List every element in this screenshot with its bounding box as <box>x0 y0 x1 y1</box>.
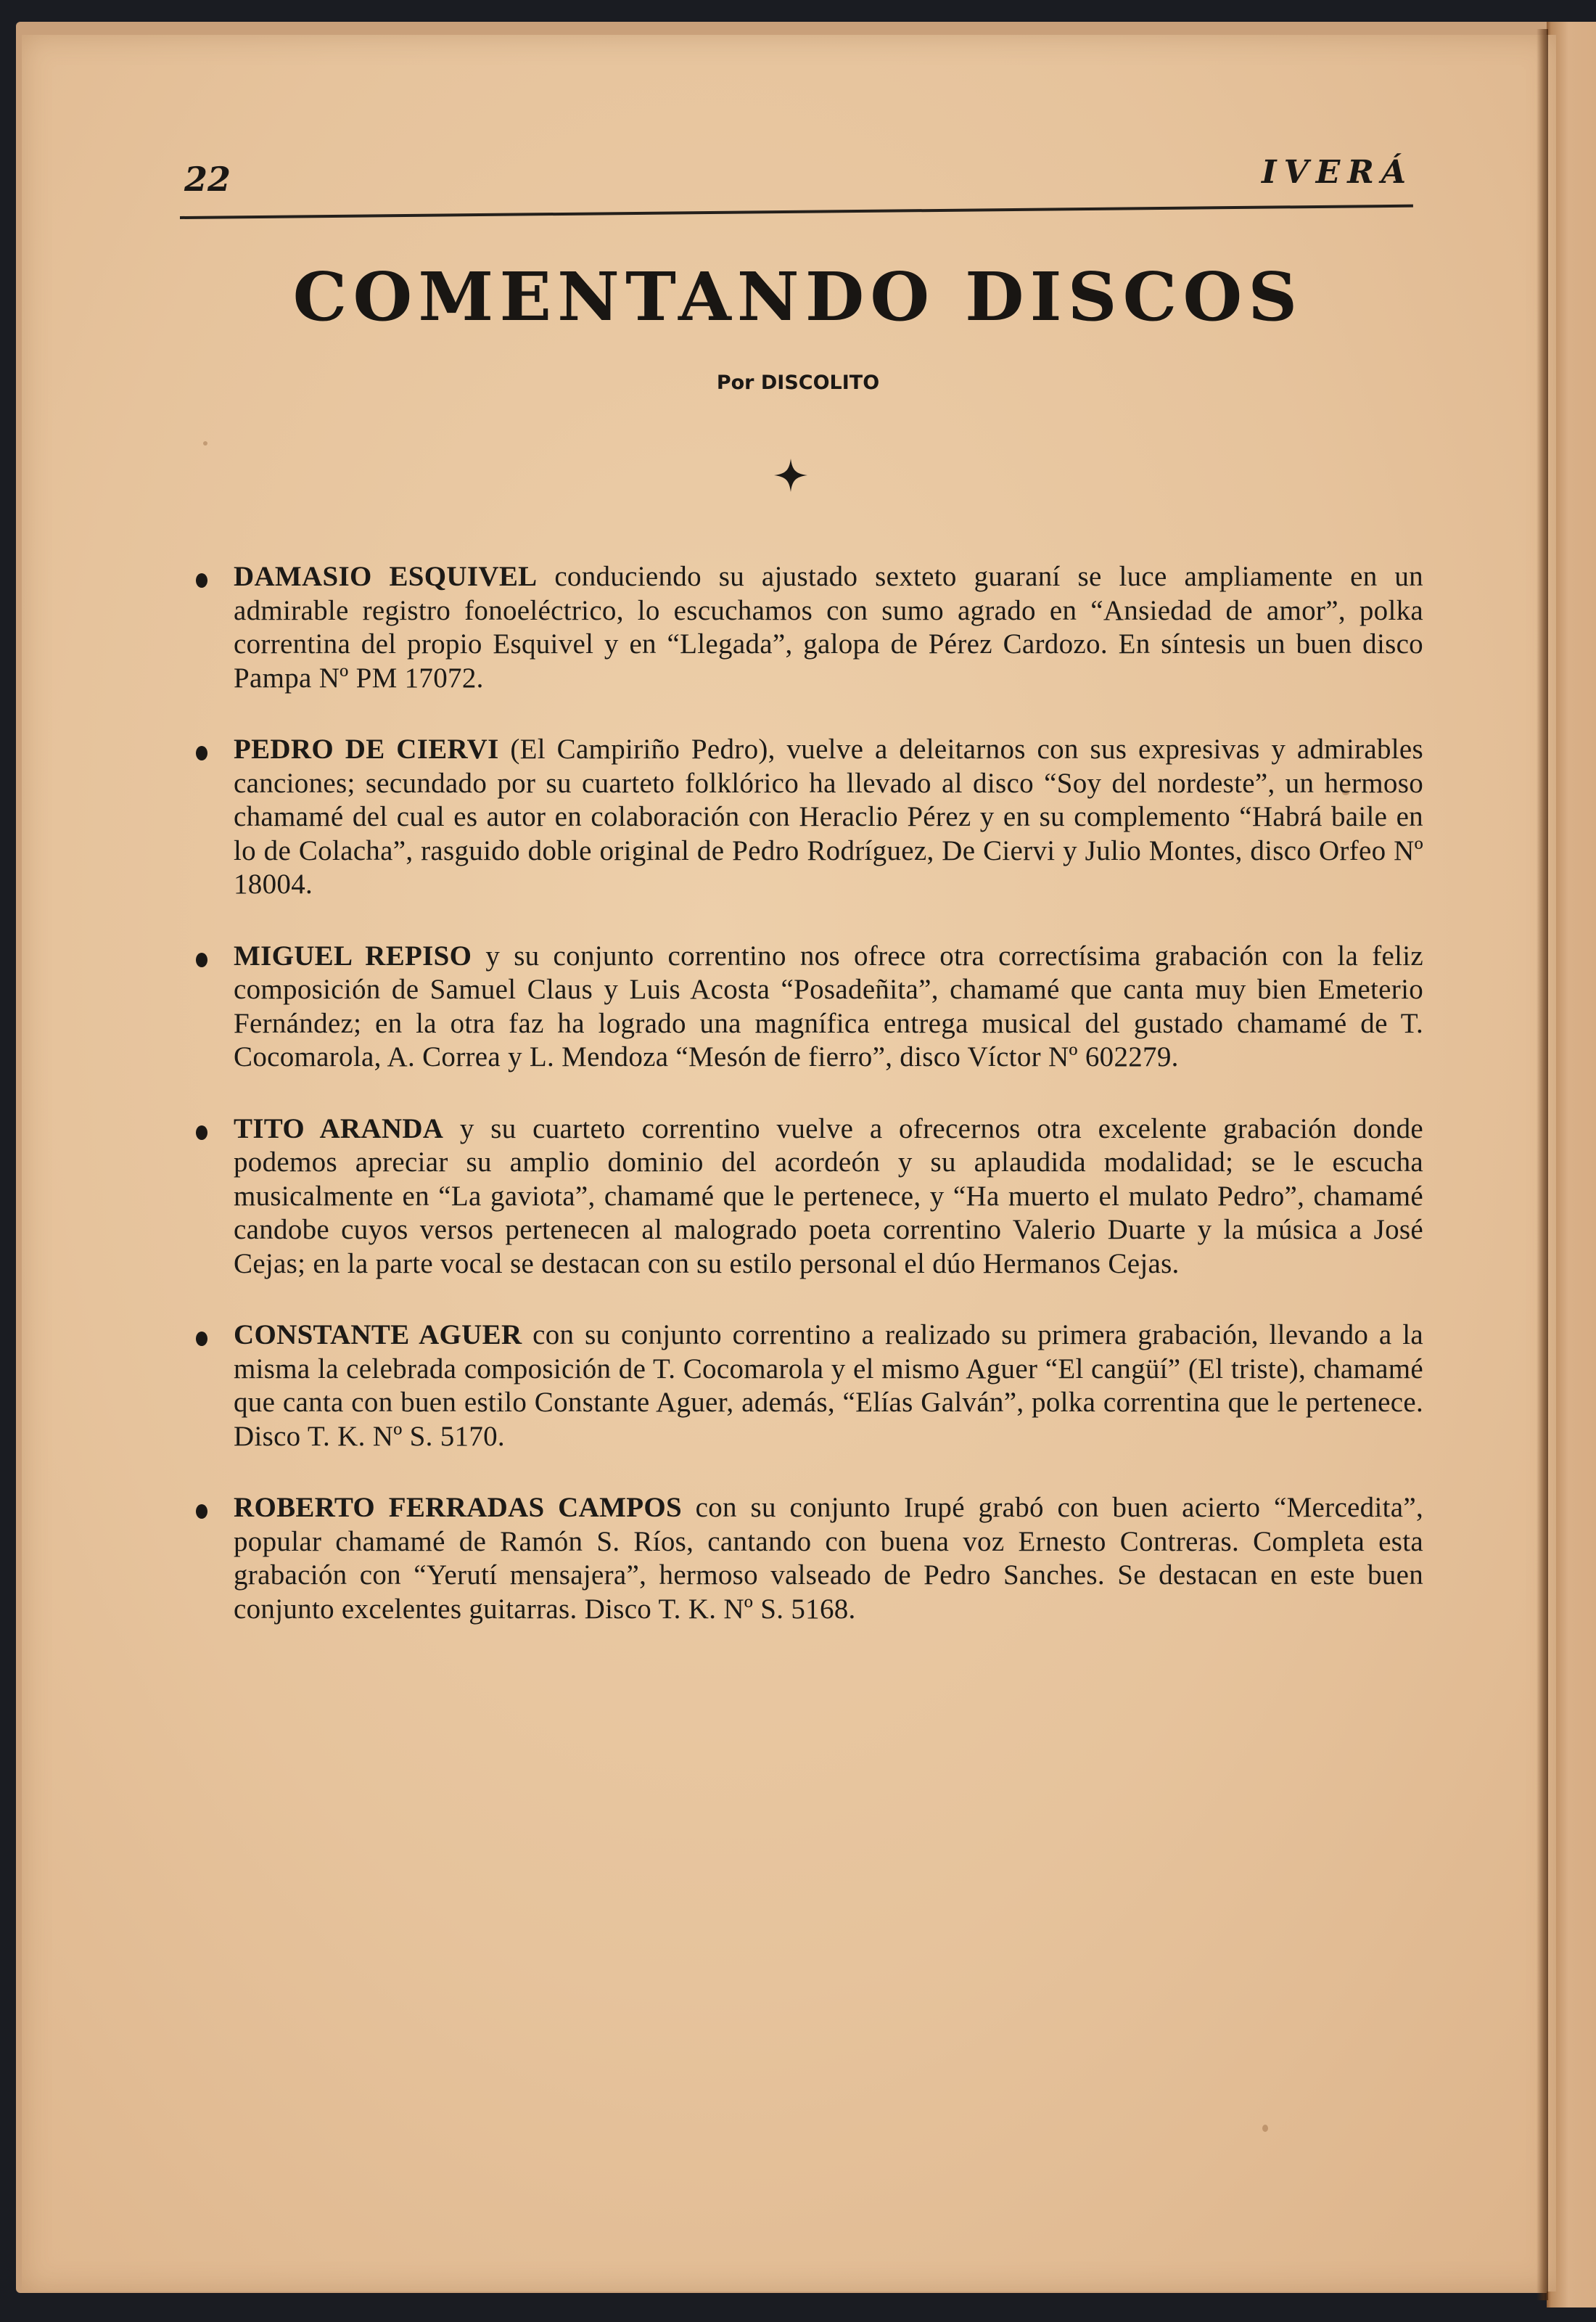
four-point-star-icon <box>773 457 809 493</box>
review-body: y su cuarteto correntino vuelve a ofrecernos otra excelente grabación donde podemos apreciar su amplio dominio del acordeón y su aplaudida modalidad; se le escucha musicalmente en “La gaviota”, chamamé que le pertenece, y “Ha muerto el mulato Pedro”, chamamé candobe cuyos versos pertenecen al malogrado poeta correntino Valerio Duarte y la música a José Cejas; en la parte vocal se destacan con su estilo personal el dúo Hermanos Cejas. <box>234 1112 1423 1279</box>
review-paragraph <box>234 1318 1423 1453</box>
gutter-shadow <box>1537 29 1548 2300</box>
review-paragraph <box>234 1491 1423 1626</box>
record-reviews-list <box>190 560 1423 1664</box>
bullet-icon <box>196 573 207 588</box>
review-body: conduciendo su ajustado sexteto guaraní se luce ampliamente en un admirable registro fonoeléctrico, lo escuchamos con sumo agrado en “Ansiedad de amor”, polka correntina del propio Esquivel y en “Llegada”, galopa de Pérez Cardozo. En síntesis un buen disco Pampa Nº PM 17072. <box>234 561 1423 694</box>
article-byline: Por DISCOLITO <box>716 372 880 394</box>
review-paragraph <box>234 733 1423 902</box>
review-paragraph <box>234 940 1423 1075</box>
bullet-icon <box>196 953 207 967</box>
artist-name: CONSTANTE AGUER <box>234 1319 522 1350</box>
review-paragraph <box>234 1112 1423 1281</box>
review-entry <box>190 560 1423 695</box>
running-header <box>180 152 1413 225</box>
review-body: con su conjunto correntino a realizado su primera grabación, llevando a la misma la celebrada composición de T. Cocomarola y el mismo Aguer “El cangüí” (El triste), chamamé que canta con buen estilo Constante Aguer, además, “Elías Galván”, polka correntina que le pertenece. Disco T. K. Nº S. 5170. <box>234 1319 1423 1452</box>
bullet-icon <box>196 1125 207 1140</box>
artist-name: PEDRO DE CIERVI <box>234 734 499 765</box>
paper-speck <box>203 441 207 446</box>
header-rule <box>180 205 1413 219</box>
bullet-icon <box>196 746 207 760</box>
review-paragraph <box>234 560 1423 695</box>
review-entry <box>190 1112 1423 1281</box>
bullet-icon <box>196 1504 207 1519</box>
review-entry <box>190 1491 1423 1626</box>
review-body: y su conjunto correntino nos ofrece otra correctísima grabación con la feliz composición de Samuel Claus y Luis Acosta “Posadeñita”, chamamé que canta muy bien Emeterio Fernández; en la otra faz ha logrado una magnífica entrega musical del gustado chamamé de T. Cocomarola, A. Correa y L. Mendoza “Mesón de fierro”, disco Víctor Nº 602279. <box>234 940 1423 1072</box>
article-title: COMENTANDO DISCOS <box>292 258 1304 336</box>
review-entry <box>190 733 1423 902</box>
bullet-icon <box>196 1332 207 1346</box>
artist-name: MIGUEL REPISO <box>234 940 472 972</box>
paper-speck <box>1262 2125 1268 2132</box>
review-entry <box>190 1318 1423 1453</box>
artist-name: ROBERTO FERRADAS CAMPOS <box>234 1492 682 1523</box>
review-entry <box>190 940 1423 1075</box>
artist-name: DAMASIO ESQUIVEL <box>234 561 538 592</box>
artist-name: TITO ARANDA <box>234 1112 444 1144</box>
review-body: (El Campiriño Pedro), vuelve a deleitarnos con sus expresivas y admirables canciones; secundado por su cuarteto folklórico ha llevado al disco “Soy del nordeste”, un hermoso chamamé del cual es autor en colaboración con Heraclio Pérez y en su complemento “Habrá baile en lo de Colacha”, rasguido doble original de Pedro Rodríguez, De Ciervi y Julio Montes, disco Orfeo Nº 18004. <box>234 734 1423 900</box>
review-body: con su conjunto Irupé grabó con buen acierto “Mercedita”, popular chamamé de Ramón S. Ríos, cantando con buena voz Ernesto Contreras. Completa esta grabación con “Yerutí mensajera”, hermoso valseado de Pedro Sanches. Se destacan en este buen conjunto excelentes guitarras. Disco T. K. Nº S. 5168. <box>234 1492 1423 1625</box>
magazine-name: IVERÁ <box>1262 154 1413 191</box>
page-number: 22 <box>184 160 231 199</box>
